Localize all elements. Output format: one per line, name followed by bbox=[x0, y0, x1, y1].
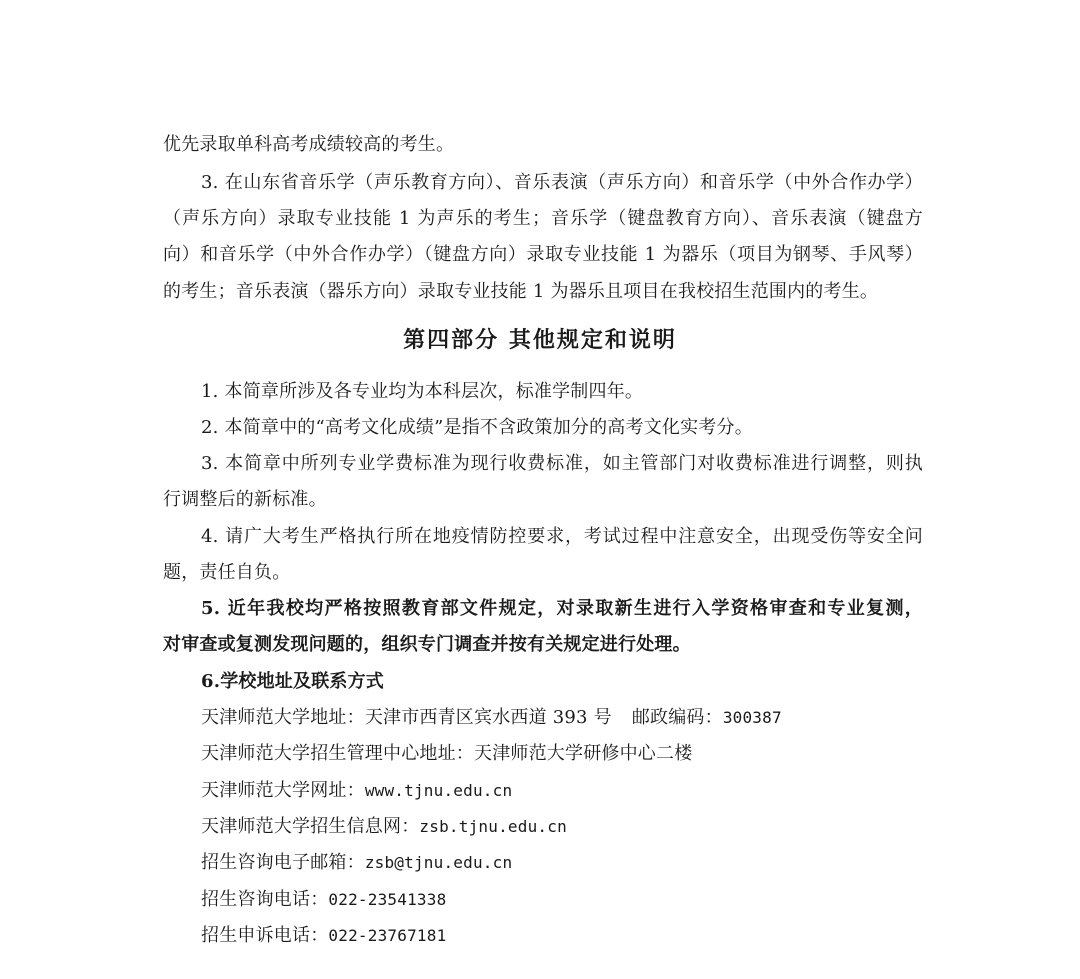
part3-item3-line1: 3. 在山东省音乐学（声乐教育方向）、音乐表演（声乐方向）和音乐学（中外合作办学） bbox=[201, 172, 923, 193]
postcode-value: 300387 bbox=[722, 708, 782, 727]
address-label: 天津师范大学地址： bbox=[201, 707, 365, 728]
part3-item3-line4: 的考生；音乐表演（器乐方向）录取专业技能 1 为器乐且项目在我校招生范围内的考生。 bbox=[163, 281, 879, 302]
contact-email bbox=[201, 851, 961, 875]
contact-admission-site bbox=[201, 815, 961, 839]
email-link[interactable]: zsb@tjnu.edu.cn bbox=[364, 853, 513, 872]
part4-title: 第四部分 其他规定和说明 bbox=[403, 327, 677, 353]
complaint-label: 招生申诉电话： bbox=[201, 925, 329, 946]
part4-item6-title: 6.学校地址及联系方式 bbox=[201, 671, 384, 692]
complaint-value: 022-23767181 bbox=[328, 926, 447, 945]
part4-item3-line1: 3. 本简章中所列专业学费标准为现行收费标准，如主管部门对收费标准进行调整，则执 bbox=[201, 453, 923, 474]
part4-item1: 1. 本简章所涉及各专业均为本科层次，标准学制四年。 bbox=[201, 381, 644, 402]
part4-item5-line2: 对审查或复测发现问题的，组织专门调查并按有关规定进行处理。 bbox=[163, 634, 691, 655]
website-link[interactable]: www.tjnu.edu.cn bbox=[364, 781, 513, 800]
admission-site-label: 天津师范大学招生信息网： bbox=[201, 816, 420, 837]
contact-website bbox=[201, 779, 961, 803]
admission-center-label: 天津师范大学招生管理中心地址： bbox=[201, 743, 474, 764]
part4-item3-line2: 行调整后的新标准。 bbox=[163, 489, 327, 510]
postcode-label: 邮政编码： bbox=[631, 707, 723, 728]
address-value: 天津市西青区宾水西道 393 号 bbox=[364, 707, 612, 728]
admission-center-value: 天津师范大学研修中心二楼 bbox=[474, 743, 693, 764]
phone-label: 招生咨询电话： bbox=[201, 889, 329, 910]
email-label: 招生咨询电子邮箱： bbox=[201, 852, 365, 873]
part3-item3-line2: （声乐方向）录取专业技能 1 为声乐的考生；音乐学（键盘教育方向）、音乐表演（键盘方 bbox=[163, 208, 923, 229]
contact-phone bbox=[201, 888, 961, 912]
part4-item2: 2. 本简章中的“高考文化成绩”是指不含政策加分的高考文化实考分。 bbox=[201, 417, 753, 438]
phone-value: 022-23541338 bbox=[328, 890, 447, 909]
part3-item2-tail: 优先录取单科高考成绩较高的考生。 bbox=[163, 134, 455, 155]
website-label: 天津师范大学网址： bbox=[201, 780, 365, 801]
part4-item4-line1: 4. 请广大考生严格执行所在地疫情防控要求，考试过程中注意安全，出现受伤等安全问 bbox=[201, 526, 923, 547]
part4-item4-line2: 题，责任自负。 bbox=[163, 562, 291, 583]
admission-site-link[interactable]: zsb.tjnu.edu.cn bbox=[419, 817, 567, 836]
contact-admission-center bbox=[201, 742, 961, 766]
part3-item3-line3: 向）和音乐学（中外合作办学）（键盘方向）录取专业技能 1 为器乐（项目为钢琴、手风琴） bbox=[163, 244, 923, 265]
part4-item5-line1: 5. 近年我校均严格按照教育部文件规定，对录取新生进行入学资格审查和专业复测， bbox=[201, 598, 923, 619]
contact-address bbox=[201, 706, 961, 730]
contact-complaint bbox=[201, 924, 961, 948]
